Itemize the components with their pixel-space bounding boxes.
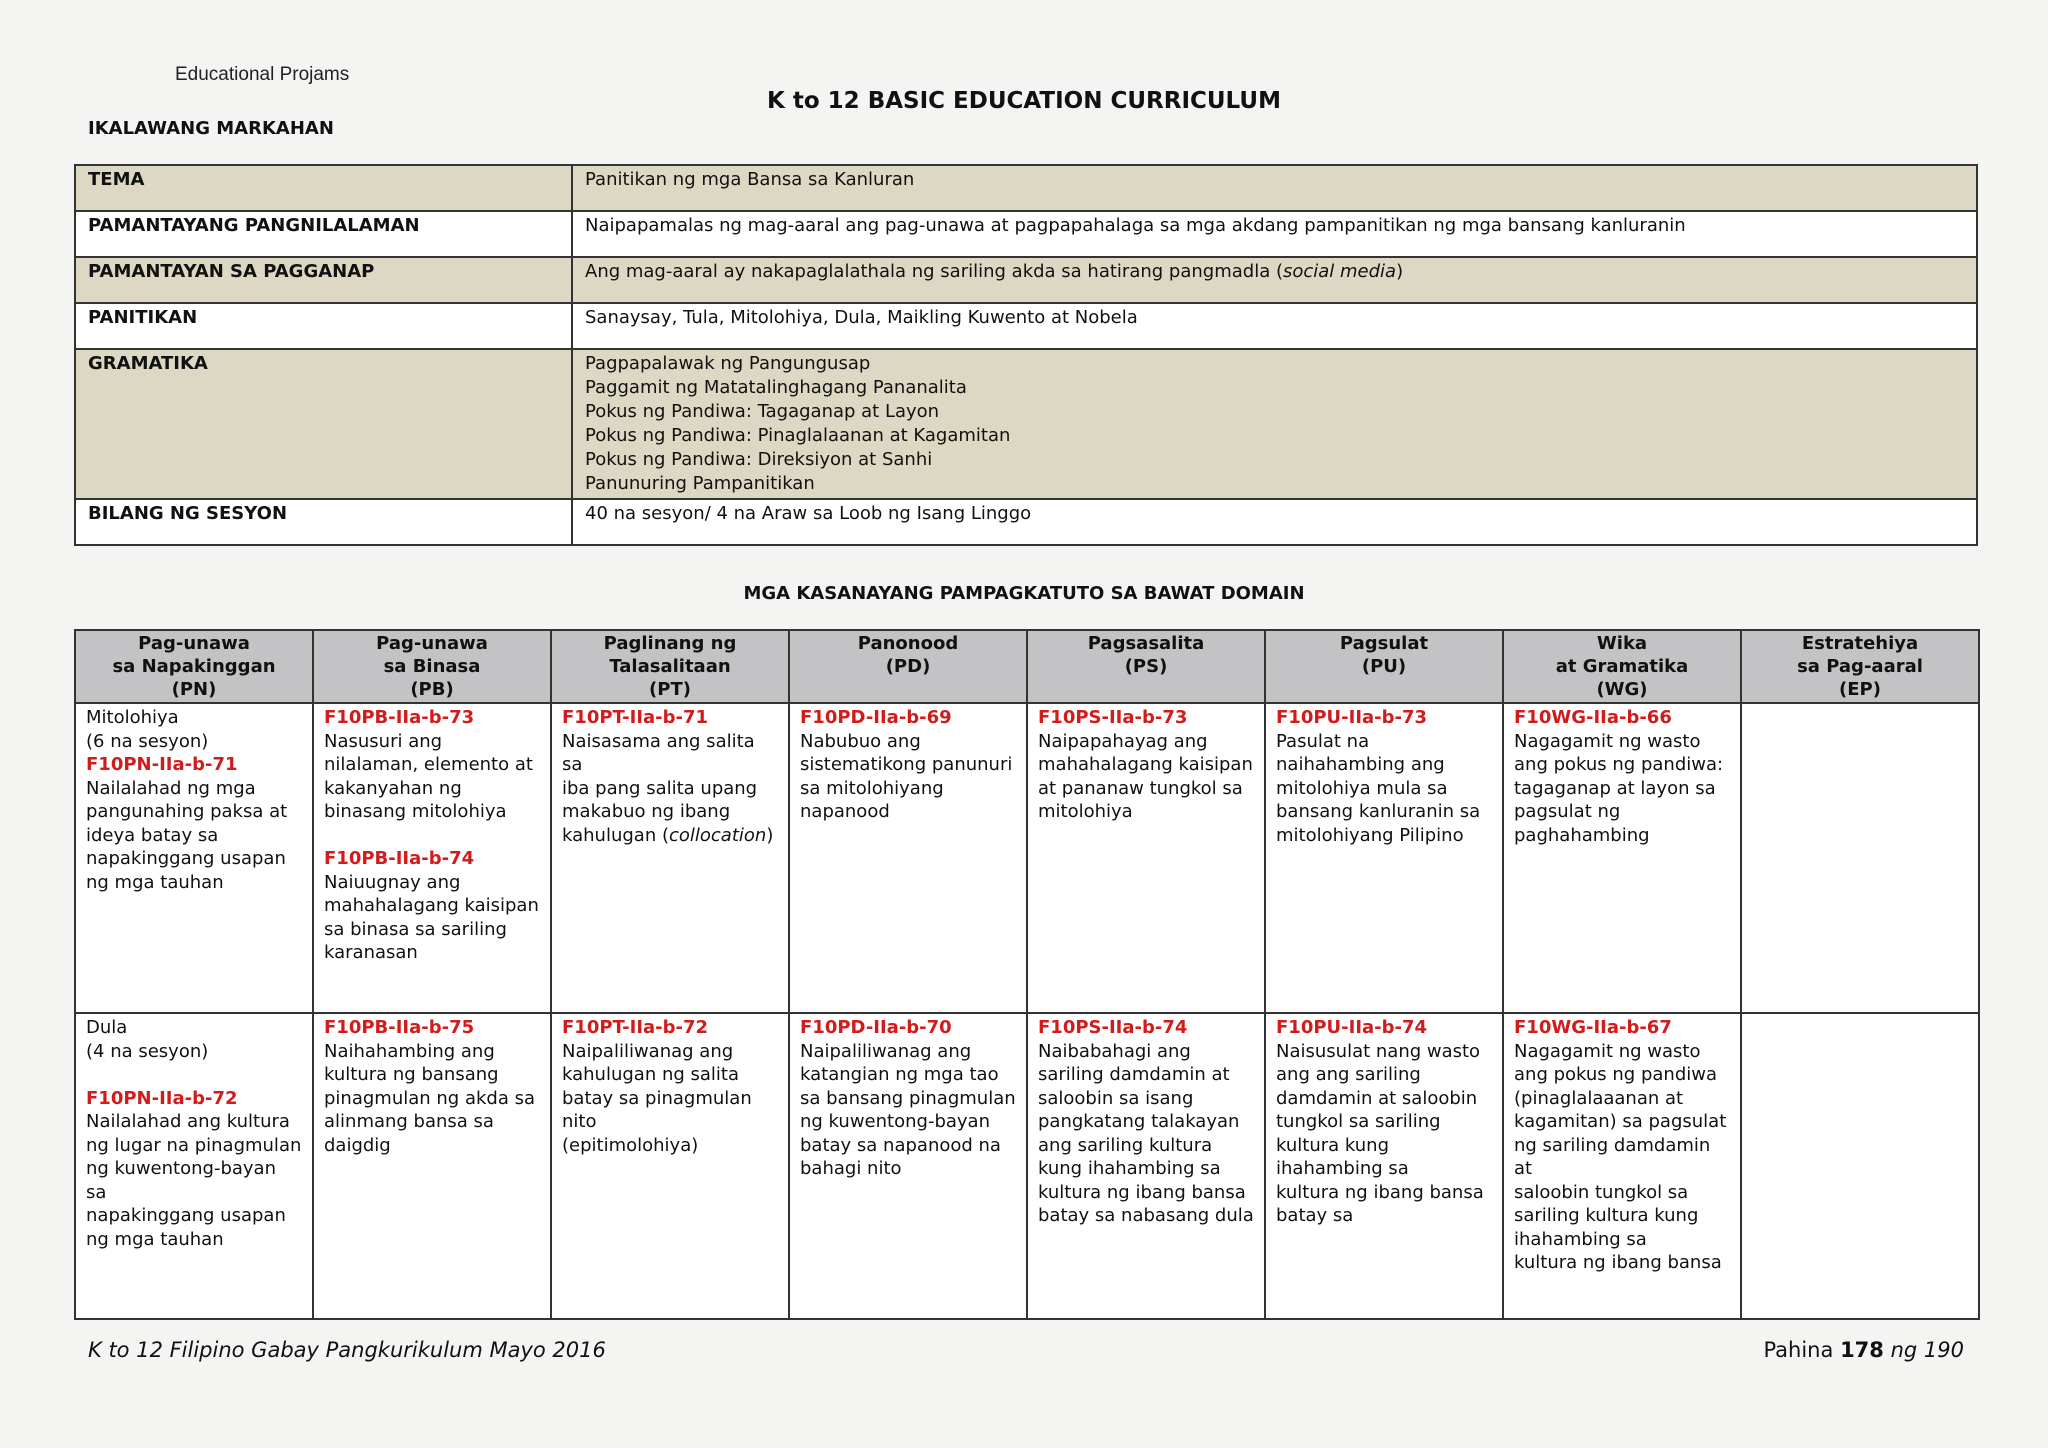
tema-value: Panitikan ng mga Bansa sa Kanluran xyxy=(572,165,1977,211)
gramatika-line: Panunuring Pampanitikan xyxy=(585,473,815,494)
bilang-ng-sesyon-row xyxy=(75,499,1977,545)
header-pd: Panonood (PD) xyxy=(789,630,1027,703)
header-pt: Paglinang ng Talasalitaan (PT) xyxy=(551,630,789,703)
gramatika-label: GRAMATIKA xyxy=(75,349,572,499)
competency-code: F10PS-IIa-b-73 xyxy=(1038,707,1188,728)
row1-pu-cell: F10PU-IIa-b-73 Pasulat na naihahambing ang mitolohiya mula sa bansang kanluranin sa mitolohiyang Pilipino xyxy=(1265,703,1503,1013)
row2-pt-cell: F10PT-IIa-b-72 Naipaliliwanag ang kahulugan ng salita batay sa pinagmulan nito (epitimolohiya) xyxy=(551,1013,789,1319)
row1-wg-cell: F10WG-IIa-b-66 Nagagamit ng wasto ang pokus ng pandiwa: tagaganap at layon sa pagsulat ng paghahambing xyxy=(1503,703,1741,1013)
row2-wg-cell: F10WG-IIa-b-67 Nagagamit ng wasto ang pokus ng pandiwa (pinaglalaaanan at kagamitan) sa pagsulat ng sariling damdamin at saloobin tungkol sa sariling kultura kung ihahambing sa kultura ng ibang bansa xyxy=(1503,1013,1741,1319)
gramatika-row xyxy=(75,349,1977,499)
pamantayan-sa-pagganap-value xyxy=(572,257,1977,303)
panitikan-label: PANITIKAN xyxy=(75,303,572,349)
competency-code: F10PU-IIa-b-74 xyxy=(1276,1017,1428,1038)
row2-ep-cell xyxy=(1741,1013,1979,1319)
row1-pt-cell: F10PT-IIa-b-71 Naisasama ang salita sa iba pang salita upang makabuo ng ibang kahulugan (collocation) xyxy=(551,703,789,1013)
header-ep: Estratehiya sa Pag-aaral (EP) xyxy=(1741,630,1979,703)
pagganap-close: ) xyxy=(1396,261,1404,282)
pamantayan-sa-pagganap-label: PAMANTAYAN SA PAGGANAP xyxy=(75,257,572,303)
row1-pd-cell: F10PD-IIa-b-69 Nabubuo ang sistematikong panunuri sa mitolohiyang napanood xyxy=(789,703,1027,1013)
pamantayan-sa-pagganap-row xyxy=(75,257,1977,303)
gramatika-line: Pokus ng Pandiwa: Pinaglalaanan at Kagamitan xyxy=(585,425,1011,446)
competency-code: F10PD-IIa-b-69 xyxy=(800,707,952,728)
header-ps: Pagsasalita (PS) xyxy=(1027,630,1265,703)
panitikan-row xyxy=(75,303,1977,349)
header-row xyxy=(75,630,1979,703)
pamantayang-pangnilalaman-row xyxy=(75,211,1977,257)
competency-code: F10PB-IIa-b-75 xyxy=(324,1017,475,1038)
document-title: K to 12 BASIC EDUCATION CURRICULUM xyxy=(767,88,1281,114)
competency-code: F10WG-IIa-b-66 xyxy=(1514,707,1672,728)
row2-ps-cell: F10PS-IIa-b-74 Naibabahagi ang sariling damdamin at saloobin sa isang pangkatang talakayan ang sariling kultura kung ihahambing sa kultura ng ibang bansa batay sa nabasang dula xyxy=(1027,1013,1265,1319)
competency-code: F10PS-IIa-b-74 xyxy=(1038,1017,1188,1038)
competency-code: F10PN-IIa-b-71 xyxy=(86,754,238,775)
competency-code: F10PT-IIa-b-72 xyxy=(562,1017,709,1038)
table-row xyxy=(75,1013,1979,1319)
row2-pu-cell: F10PU-IIa-b-74 Naisusulat nang wasto ang ang sariling damdamin at saloobin tungkol sa sariling kultura kung ihahambing sa kultura ng ibang bansa batay sa xyxy=(1265,1013,1503,1319)
watermark-text: Educational Projams xyxy=(175,64,350,85)
competency-code: F10PU-IIa-b-73 xyxy=(1276,707,1428,728)
pagganap-italic: social media xyxy=(1282,261,1397,282)
pamantayang-pangnilalaman-value: Naipapamalas ng mag-aaral ang pag-unawa at pagpapahalaga sa mga akdang pampanitikan ng mga bansang kanluranin xyxy=(572,211,1977,257)
header-wg: Wika at Gramatika (WG) xyxy=(1503,630,1741,703)
competency-code: F10PN-IIa-b-72 xyxy=(86,1087,238,1109)
competency-code: F10PB-IIa-b-74 xyxy=(324,848,475,869)
row1-pn-cell: Mitolohiya (6 na sesyon) F10PN-IIa-b-71 Nailalahad ng mga pangunahing paksa at ideya batay sa napakinggang usapan ng mga tauhan xyxy=(75,703,313,1013)
gramatika-line: Pokus ng Pandiwa: Tagaganap at Layon xyxy=(585,401,940,422)
pagganap-text: Ang mag-aaral ay nakapaglalathala ng sariling akda sa hatirang pangmadla ( xyxy=(585,261,1283,282)
header-pu: Pagsulat (PU) xyxy=(1265,630,1503,703)
gramatika-line: Pokus ng Pandiwa: Direksiyon at Sanhi xyxy=(585,449,933,470)
gramatika-line: Pagpapalawak ng Pangungusap xyxy=(585,353,871,374)
row2-pd-cell: F10PD-IIa-b-70 Naipaliliwanag ang katangian ng mga tao sa bansang pinagmulan ng kuwentong-bayan batay sa napanood na bahagi nito xyxy=(789,1013,1027,1319)
gramatika-value xyxy=(572,349,1977,499)
row1-pb-cell: F10PB-IIa-b-73 Nasusuri ang nilalaman, elemento at kakanyahan ng binasang mitolohiya F10PB-IIa-b-74 Naiuugnay ang mahahalagang kaisipan sa binasa sa sariling karanasan xyxy=(313,703,551,1013)
row1-ps-cell: F10PS-IIa-b-73 Naipapahayag ang mahahalagang kaisipan at pananaw tungkol sa mitolohiya xyxy=(1027,703,1265,1013)
tema-row xyxy=(75,165,1977,211)
header-pb: Pag-unawa sa Binasa (PB) xyxy=(313,630,551,703)
gramatika-line: Paggamit ng Matatalinghagang Pananalita xyxy=(585,377,967,398)
quarter-heading: IKALAWANG MARKAHAN xyxy=(88,118,334,139)
tema-label: TEMA xyxy=(75,165,572,211)
bilang-ng-sesyon-label: BILANG NG SESYON xyxy=(75,499,572,545)
row1-ep-cell xyxy=(1741,703,1979,1013)
panitikan-value: Sanaysay, Tula, Mitolohiya, Dula, Maikling Kuwento at Nobela xyxy=(572,303,1977,349)
pamantayang-pangnilalaman-label: PAMANTAYANG PANGNILALAMAN xyxy=(75,211,572,257)
competency-code: F10PD-IIa-b-70 xyxy=(800,1017,952,1038)
footer-document-name: K to 12 Filipino Gabay Pangkurikulum Mayo 2016 xyxy=(88,1338,606,1362)
table-row xyxy=(75,703,1979,1013)
header-pn: Pag-unawa sa Napakinggan (PN) xyxy=(75,630,313,703)
footer-page-number: Pahina 178 ng 190 xyxy=(1763,1338,1964,1362)
row2-pb-cell: F10PB-IIa-b-75 Naihahambing ang kultura ng bansang pinagmulan ng akda sa alinmang bansa sa daigdig xyxy=(313,1013,551,1319)
skills-table xyxy=(74,629,1980,1320)
overview-table xyxy=(74,164,1978,546)
competency-code: F10PB-IIa-b-73 xyxy=(324,707,475,728)
row2-pn-cell: Dula (4 na sesyon) F10PN-IIa-b-72 Nailalahad ang kultura ng lugar na pinagmulan ng kuwentong-bayan sa napakinggang usapan ng mga tauhan xyxy=(75,1013,313,1319)
bilang-ng-sesyon-value: 40 na sesyon/ 4 na Araw sa Loob ng Isang Linggo xyxy=(572,499,1977,545)
section-title: MGA KASANAYANG PAMPAGKATUTO SA BAWAT DOMAIN xyxy=(743,583,1305,604)
competency-code: F10PT-IIa-b-71 xyxy=(562,707,709,728)
competency-code: F10WG-IIa-b-67 xyxy=(1514,1017,1672,1038)
